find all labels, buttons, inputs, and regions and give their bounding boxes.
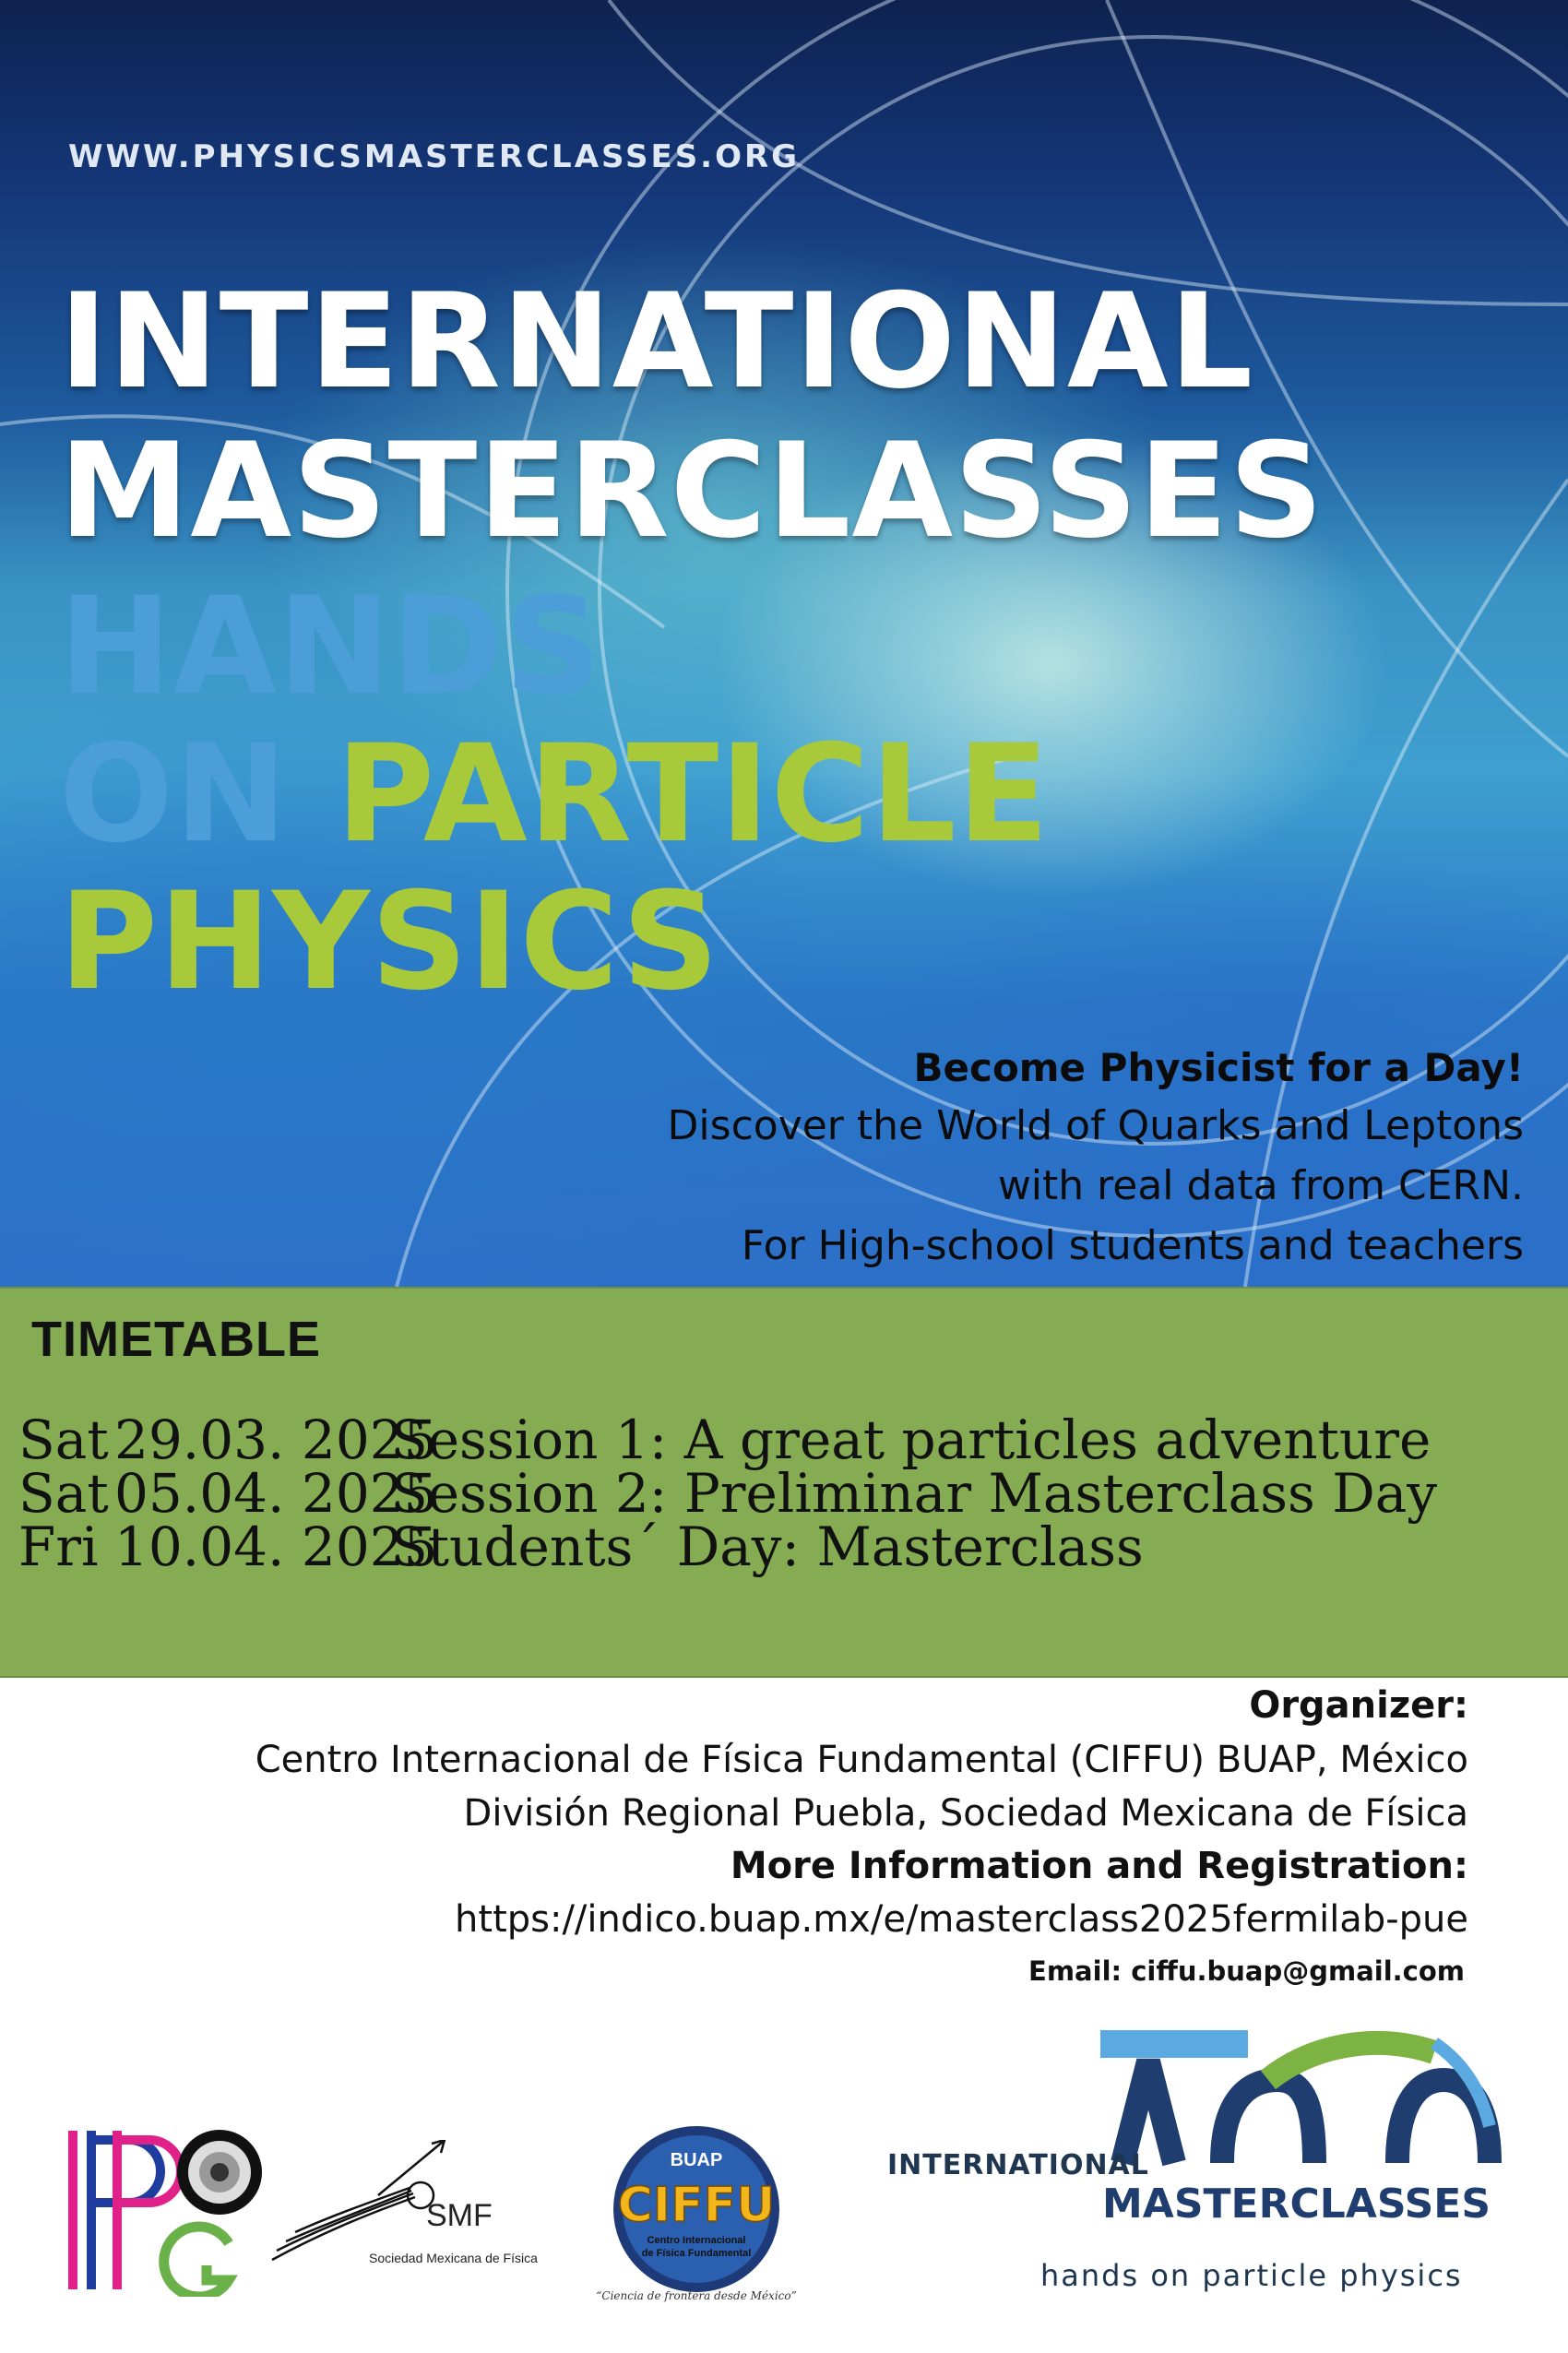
- ciffu-motto: “Ciencia de frontera desde México”: [596, 2289, 797, 2302]
- ippg-logo: [65, 2121, 267, 2297]
- timetable-event: Students´ Day: Masterclass: [391, 1515, 1144, 1578]
- timetable-section: [0, 1287, 1568, 1678]
- imc-subtitle: hands on particle physics: [1040, 2258, 1463, 2293]
- contact-email[interactable]: Email: ciffu.buap@gmail.com: [1028, 1955, 1465, 1987]
- timetable-day: Sat: [18, 1462, 109, 1525]
- timetable-date: 29.03. 2025: [114, 1408, 438, 1471]
- timetable-row: [18, 1515, 1144, 1578]
- tagline-discover: Discover the World of Quarks and Leptons: [667, 1102, 1524, 1149]
- smf-full-name: Sociedad Mexicana de Física: [369, 2251, 538, 2265]
- smf-abbreviation: SMF: [426, 2198, 493, 2233]
- headline-physics: PHYSICS: [59, 863, 720, 1020]
- registration-link[interactable]: https://indico.buap.mx/e/masterclass2025fermilab-pue: [455, 1898, 1468, 1941]
- headline-on: ON: [59, 716, 337, 873]
- timetable-event: Session 2: Preliminar Masterclass Day: [391, 1462, 1438, 1525]
- ciffu-name: CIFFU: [617, 2178, 776, 2233]
- timetable-title: TIMETABLE: [31, 1312, 321, 1367]
- website-url[interactable]: WWW.PHYSICSMASTERCLASSES.ORG: [68, 138, 801, 175]
- headline-hands: HANDS: [59, 568, 602, 725]
- tagline-become-physicist: Become Physicist for a Day!: [913, 1045, 1524, 1090]
- timetable-date: 10.04. 2025: [114, 1515, 438, 1578]
- timetable-day: Fri: [18, 1515, 99, 1578]
- organizer-ciffu: Centro Internacional de Física Fundamental (CIFFU) BUAP, México: [255, 1739, 1468, 1781]
- imc-masterclasses-label: MASTERCLASSES: [1102, 2181, 1491, 2228]
- organizer-smf-puebla: División Regional Puebla, Sociedad Mexicana de Física: [463, 1792, 1468, 1835]
- smf-logo: [267, 2140, 452, 2269]
- registration-heading: More Information and Registration:: [730, 1845, 1468, 1887]
- organizer-heading: Organizer:: [1249, 1684, 1468, 1727]
- timetable-day: Sat: [18, 1408, 109, 1471]
- headline-on-particle: [59, 716, 1051, 873]
- headline-international: INTERNATIONAL: [59, 266, 1254, 418]
- ciffu-buap-label: BUAP: [670, 2150, 723, 2170]
- imc-international-label: INTERNATIONAL: [887, 2149, 1149, 2181]
- timetable-event: Session 1: A great particles adventure: [391, 1408, 1431, 1471]
- tagline-audience: For High-school students and teachers: [741, 1222, 1524, 1269]
- headline-masterclasses: MASTERCLASSES: [59, 415, 1324, 567]
- ciffu-logo: [609, 2121, 784, 2297]
- ciffu-sub2: de Física Fundamental: [641, 2248, 752, 2259]
- headline-particle: PARTICLE: [336, 716, 1051, 873]
- ciffu-sub1: Centro Internacional: [647, 2235, 746, 2246]
- tagline-cern-data: with real data from CERN.: [997, 1162, 1524, 1209]
- timetable-date: 05.04. 2025: [114, 1462, 438, 1525]
